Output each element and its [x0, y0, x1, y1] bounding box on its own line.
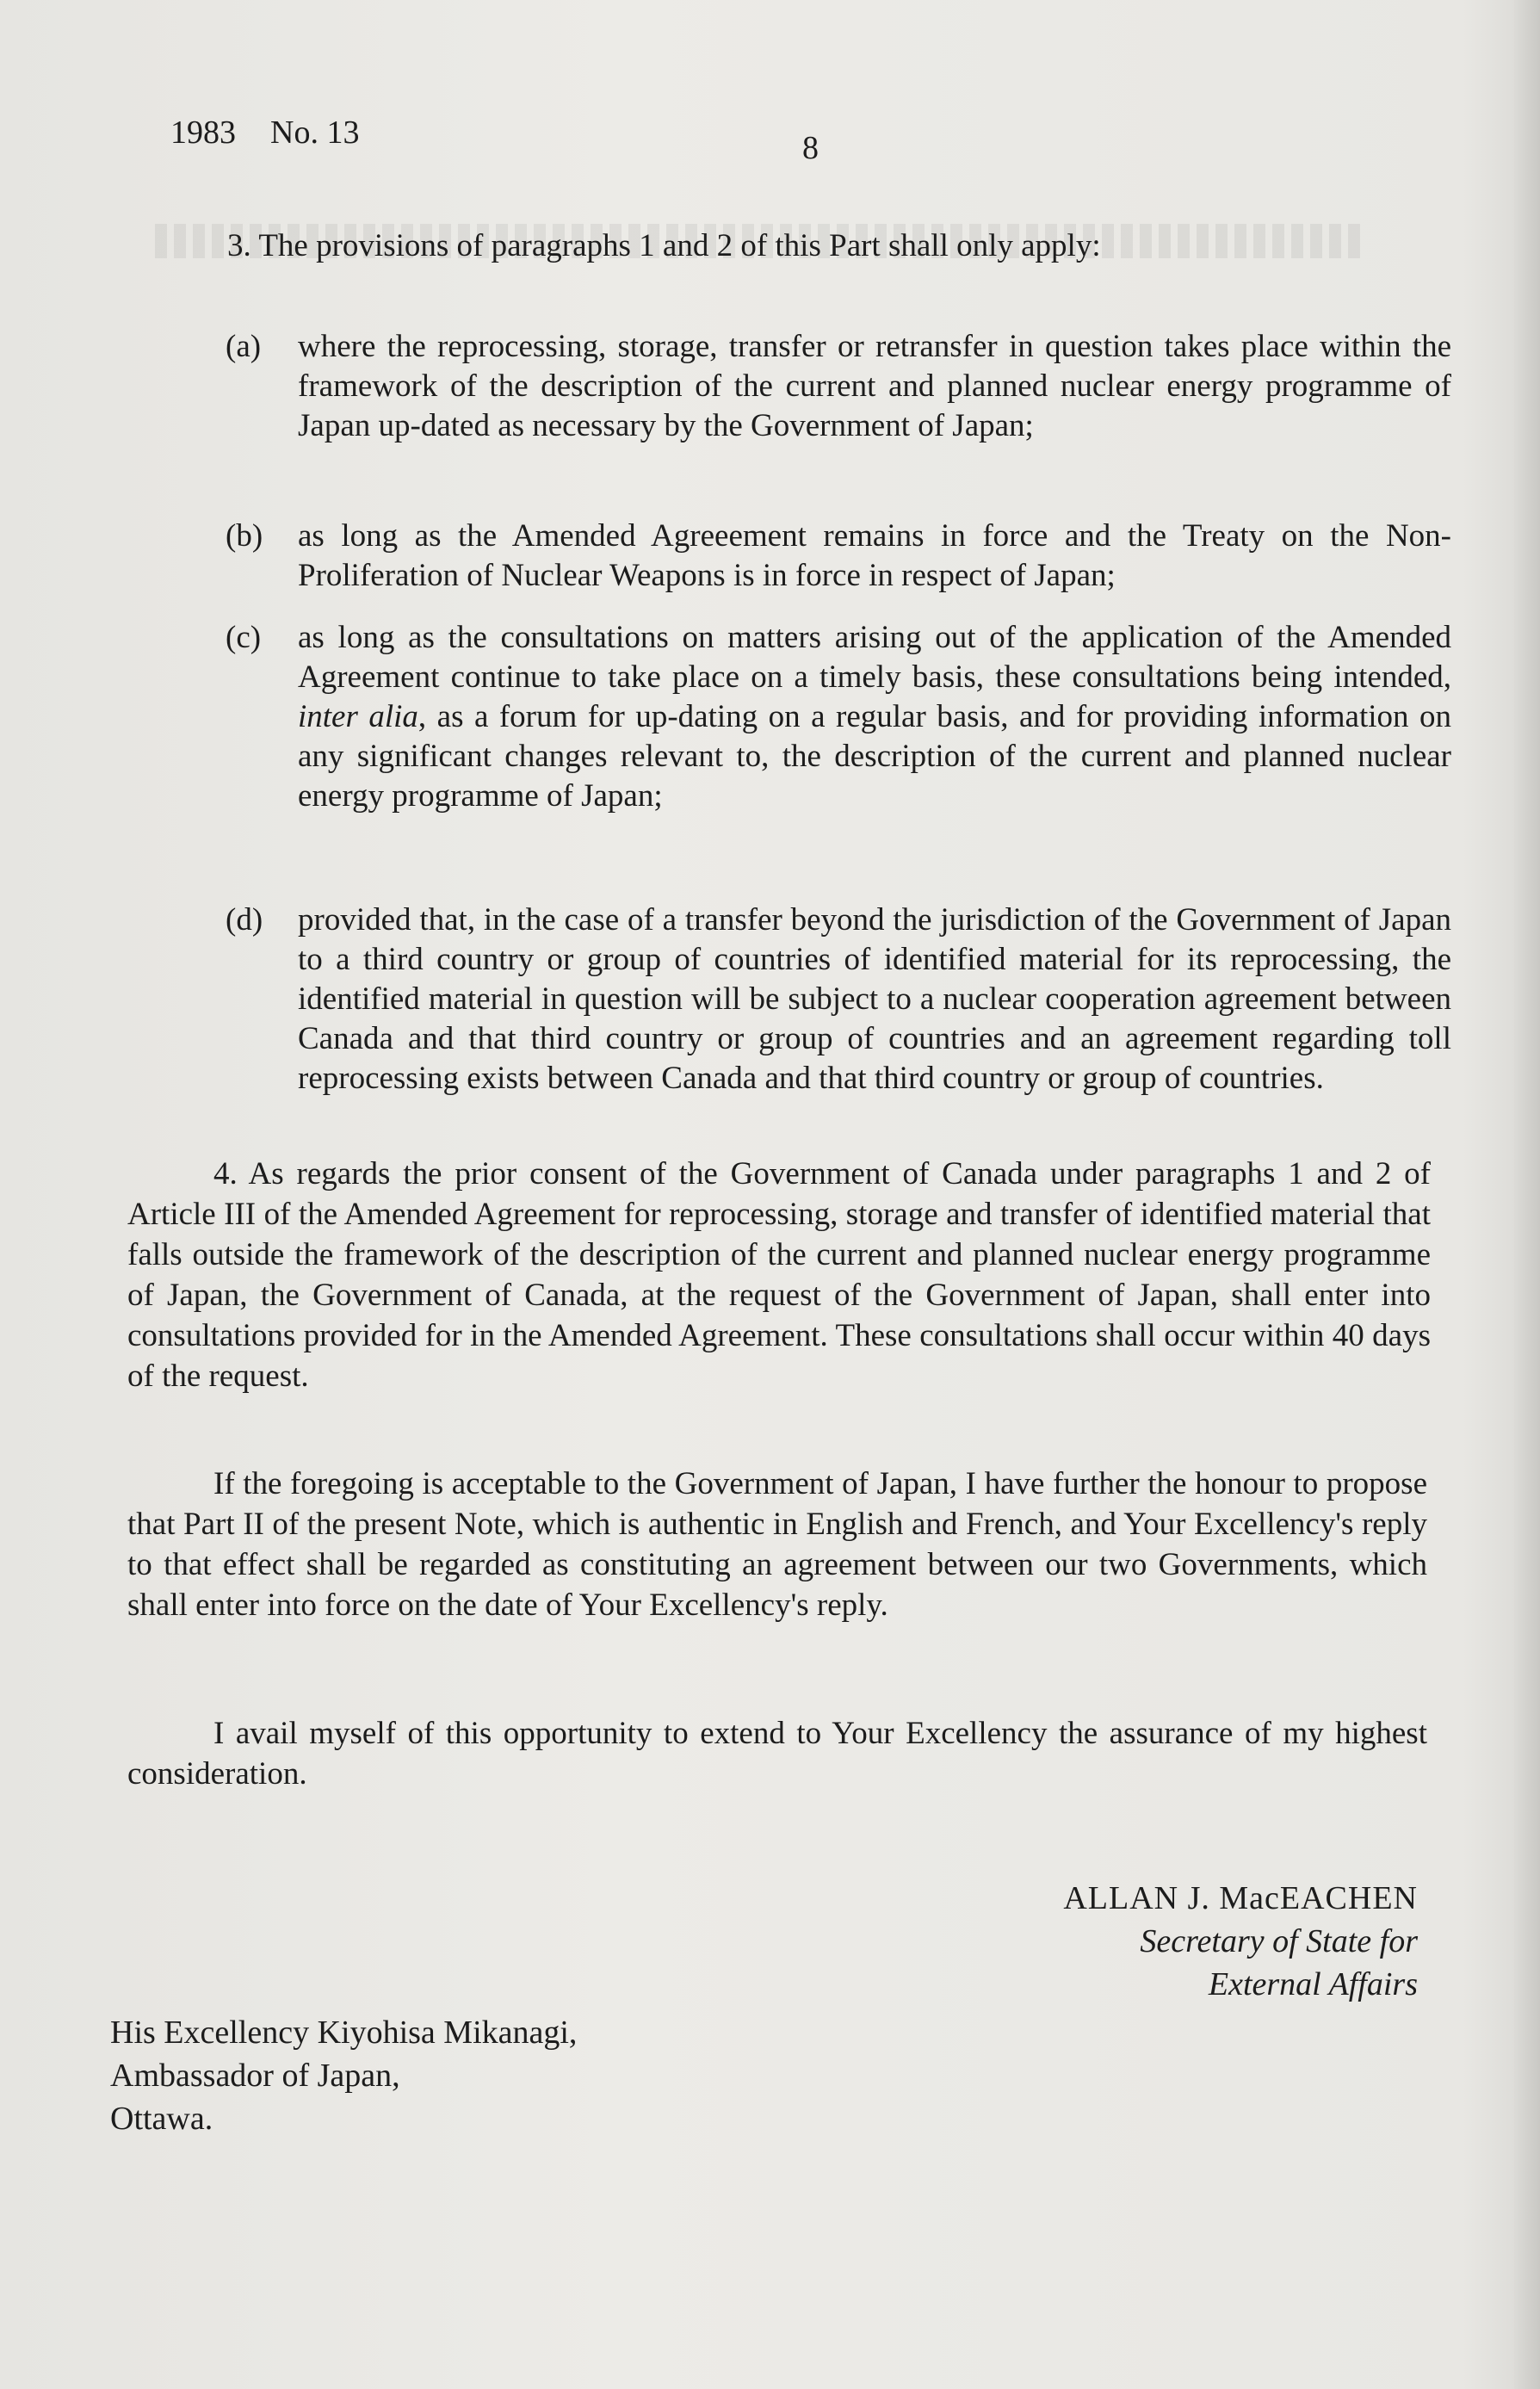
addressee-line-1: His Excellency Kiyohisa Mikanagi, [110, 2015, 578, 2051]
clause-text: where the reprocessing, storage, transfer or retransfer in question takes place within the framework of the description of the current and planned nuclear energy programme of Japan up-dated as necessary by the Government of Japan; [298, 329, 1451, 443]
clause-label: (b) [226, 518, 263, 554]
clause-c [226, 618, 1451, 868]
header-year: 1983 [170, 114, 236, 151]
page-edge [1514, 0, 1540, 2389]
clause-label: (a) [226, 329, 262, 364]
header-number: No. 13 [270, 114, 360, 151]
addressee-line-2: Ambassador of Japan, [110, 2058, 400, 2094]
clause-b [226, 517, 1451, 599]
closing-paragraph-2 [127, 1713, 1427, 1794]
page-number: 8 [802, 130, 819, 166]
signatory-title-line-1: Secretary of State for [1140, 1923, 1418, 1959]
paragraph-4 [127, 1154, 1431, 1396]
clause-d [226, 901, 1451, 1142]
closing-paragraph-2-text: I avail myself of this opportunity to extend to Your Excellency the assurance of my highest consideration. [127, 1716, 1427, 1792]
clause-text [298, 618, 1451, 816]
clause-a [226, 327, 1451, 499]
closing-paragraph-1-text: If the foregoing is acceptable to the Government of Japan, I have further the honour to propose that Part II of the present Note, which is authentic in English and French, and Your Excellency's reply to that effect shall be regarded as constituting an agreement between our two Governments, which shall enter into force on the date of Your Excellency's reply. [127, 1466, 1427, 1623]
paragraph-3-intro-text: 3. The provisions of paragraphs 1 and 2 of this Part shall only apply: [227, 228, 1101, 263]
addressee-line-3: Ottawa. [110, 2101, 213, 2137]
paragraph-3-intro [227, 226, 1450, 266]
clause-text: provided that, in the case of a transfer beyond the jurisdiction of the Government of Japan to a third country or group of countries of identified material for its reprocessing, the identified material in question will be subject to a nuclear cooperation agreement between Canada and that third country or group of countries and an agreement regarding toll reprocessing exists between Canada and that third country or group of countries. [298, 902, 1451, 1096]
signature-block [1063, 1877, 1418, 2006]
clause-label: (d) [226, 902, 263, 938]
paragraph-4-text: 4. As regards the prior consent of the Government of Canada under paragraphs 1 and 2 of Article III of the Amended Agreement for reprocessing, storage and transfer of identified material that falls outside the framework of the description of the current and planned nuclear energy programme of Japan, the Government of Canada, at the request of the Government of Japan, shall enter into consultations provided for in the Amended Agreement. These consultations shall occur within 40 days of the request. [127, 1156, 1431, 1394]
addressee-block [110, 2011, 577, 2140]
clause-text-part: , as a forum for up-dating on a regular basis, and for providing information on any significant changes relevant to, the description of the current and planned nuclear energy programme of Japan; [298, 699, 1451, 814]
closing-paragraph-1 [127, 1464, 1427, 1625]
signatory-title-line-2: External Affairs [1208, 1966, 1418, 2002]
clause-text: as long as the Amended Agreeement remains in force and the Treaty on the Non-Proliferation of Nuclear Weapons is in force in respect of Japan; [298, 518, 1451, 593]
clause-text-italic: inter alia [298, 699, 418, 734]
running-header [170, 114, 359, 152]
clause-label: (c) [226, 620, 262, 655]
signatory-name: ALLAN J. MacEACHEN [1063, 1880, 1418, 1916]
clause-text-part: as long as the consultations on matters arising out of the application of the Amended Agreement continue to take place on a timely basis, these consultations being intended, [298, 620, 1451, 695]
